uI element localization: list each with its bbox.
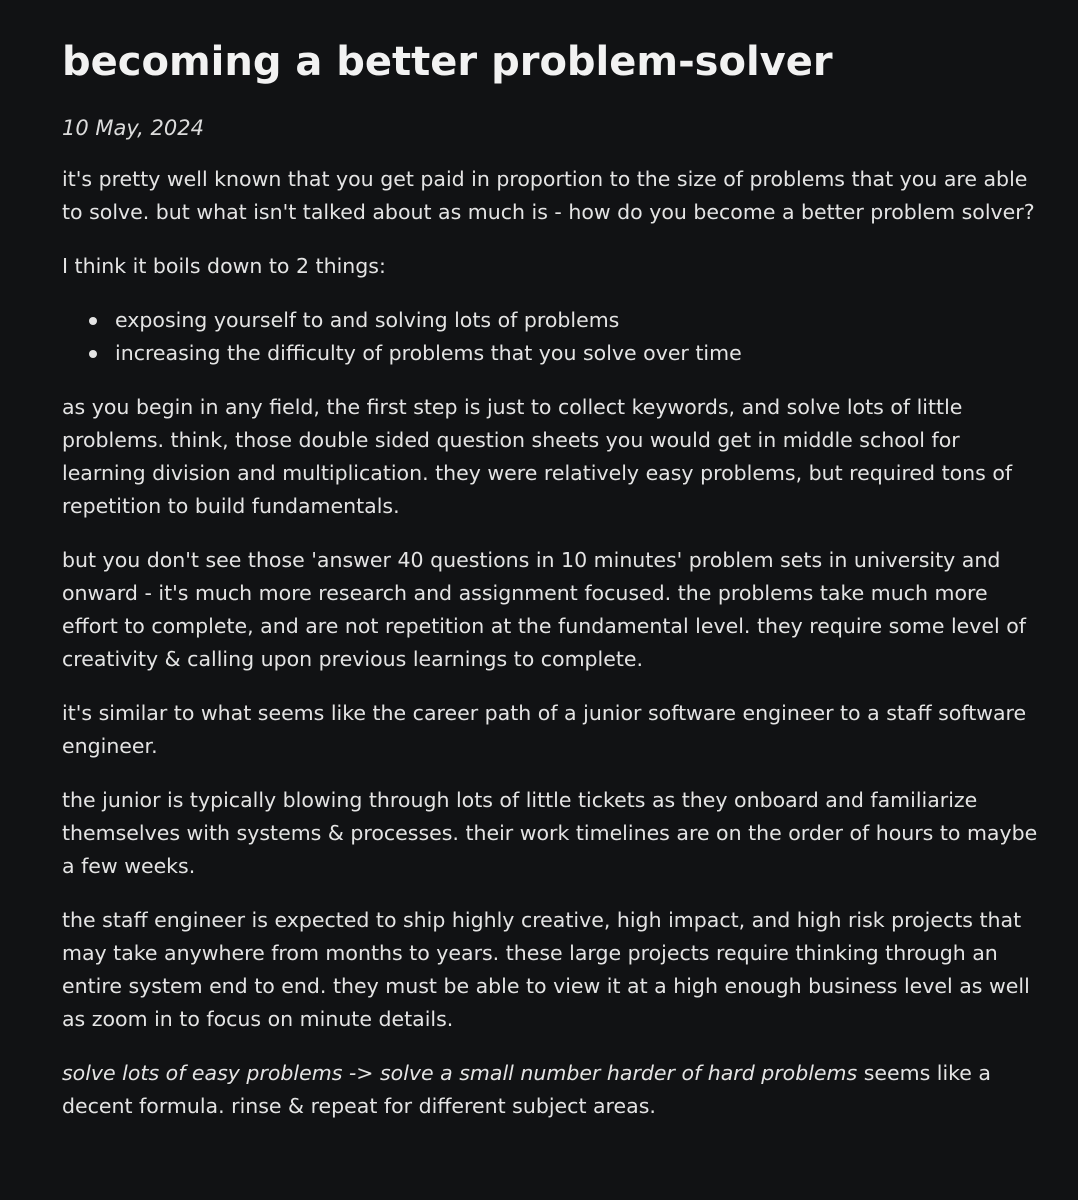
paragraph-junior: the junior is typically blowing through lots of little tickets as they onboard and familiarize themselves with systems & processes. their work timelines are on the order of hours to maybe a few weeks.: [62, 788, 1038, 878]
paragraph-formula: [62, 1057, 1038, 1123]
post-date: 10 May, 2024: [62, 116, 204, 140]
bullet-icon: [89, 317, 97, 325]
bullet-icon: [89, 350, 97, 358]
formula-emphasis: solve lots of easy problems -> solve a small number harder of hard problems: [62, 1061, 858, 1085]
paragraph-career-path: it's similar to what seems like the career path of a junior software engineer to a staff software engineer.: [62, 701, 1027, 758]
page-title: becoming a better problem-solver: [62, 39, 833, 85]
list-item: [115, 337, 1038, 370]
paragraph-university: but you don't see those 'answer 40 questions in 10 minutes' problem sets in university and onward - it's much more research and assignment focused. the problems take much more effort to complete, and are not repetition at the fundamental level. they require some level of creativity & calling upon previous learnings to complete.: [62, 548, 1026, 671]
list-item: [115, 304, 1038, 337]
paragraph-staff: the staff engineer is expected to ship highly creative, high impact, and high risk projects that may take anywhere from months to years. these large projects require thinking through an entire system end to end. they must be able to view it at a high enough business level as well as zoom in to focus on minute details.: [62, 908, 1030, 1031]
list-item-text: exposing yourself to and solving lots of problems: [115, 308, 620, 332]
bullet-list: [62, 304, 1038, 370]
paragraph-intro: it's pretty well known that you get paid in proportion to the size of problems that you are able to solve. but what isn't talked about as much is - how do you become a better problem solver?: [62, 167, 1035, 224]
list-item-text: increasing the difficulty of problems that you solve over time: [115, 341, 742, 365]
paragraph-begin-field: as you begin in any field, the first step is just to collect keywords, and solve lots of little problems. think, those double sided question sheets you would get in middle school for learning division and multiplication. they were relatively easy problems, but required tons of repetition to build fundamentals.: [62, 395, 1013, 518]
paragraph-two-things: I think it boils down to 2 things:: [62, 254, 386, 278]
formula-rest: seems like a decent formula. rinse & repeat for different subject areas.: [62, 1061, 991, 1118]
